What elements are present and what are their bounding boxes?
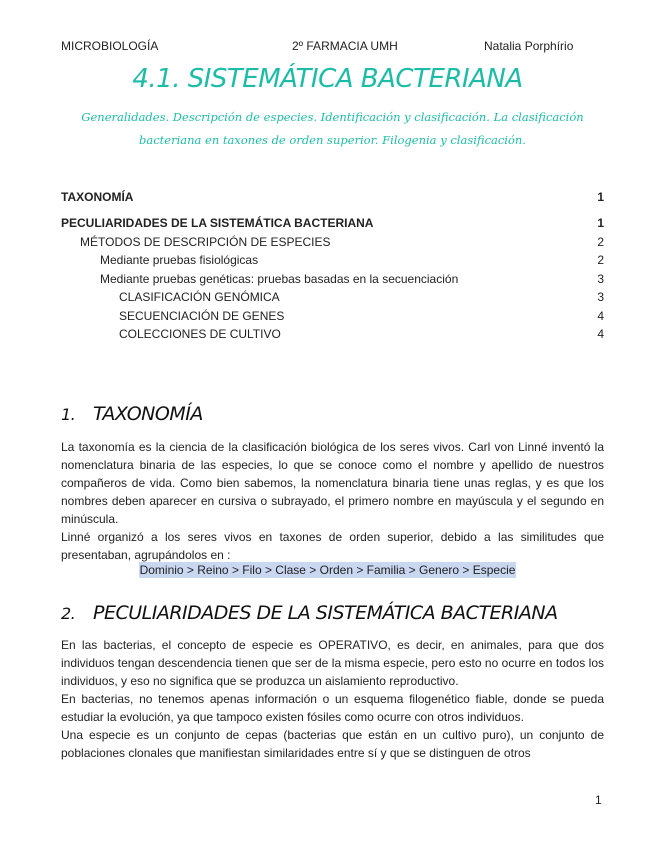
toc-entry-page: 3 xyxy=(597,272,604,286)
toc-entry-page: 4 xyxy=(597,327,604,341)
paragraph: En bacterias, no tenemos apenas información o un esquema filogenético fiable, donde se pueda estudiar la evolución, ya que tampoco existen fósiles como ocurre con otros individuos. xyxy=(61,692,604,724)
paragraph: Linné organizó a los seres vivos en taxones de orden superior, debido a las similitudes que presentaban, agrupándolos en : xyxy=(61,530,604,562)
section-body-taxonomia xyxy=(61,438,604,564)
toc-entry-label: CLASIFICACIÓN GENÓMICA xyxy=(119,290,280,304)
section-number: 1. xyxy=(61,405,76,424)
section-title: TAXONOMÍA xyxy=(93,403,203,425)
toc-entry-label: SECUENCIACIÓN DE GENES xyxy=(119,309,285,323)
section-number: 2. xyxy=(61,604,76,623)
page-number: 1 xyxy=(595,793,602,807)
toc-entry-label: COLECCIONES DE CULTIVO xyxy=(119,327,281,341)
toc-entry[interactable] xyxy=(61,233,604,251)
paragraph: Una especie es un conjunto de cepas (bacterias que están en un cultivo puro), un conjunto de poblaciones clonales que manifiestan similaridades entre sí y que se distinguen de otros xyxy=(61,728,604,760)
toc-entry-label: MÉTODOS DE DESCRIPCIÓN DE ESPECIES xyxy=(80,235,331,249)
highlighted-text: Dominio > Reino > Filo > Clase > Orden > Familia > Genero > Especie xyxy=(139,563,516,577)
header-course: 2º FARMACIA UMH xyxy=(292,39,398,53)
paragraph: En las bacterias, el concepto de especie es OPERATIVO, es decir, en animales, para que dos individuos tengan descendencia tienen que ser de la misma especie, pero esto no ocurre en todos los individuos, y eso no significa que se produzca un aislamiento reproductivo. xyxy=(61,638,604,688)
section-title: PECULIARIDADES DE LA SISTEMÁTICA BACTERIANA xyxy=(93,602,558,624)
toc-entry-page: 2 xyxy=(597,253,604,267)
section-heading-taxonomia xyxy=(61,403,203,425)
toc-entry[interactable] xyxy=(61,325,604,343)
toc-entry[interactable] xyxy=(61,288,604,306)
document-title: 4.1. SISTEMÁTICA BACTERIANA xyxy=(132,64,523,94)
section-body-peculiaridades xyxy=(61,636,604,762)
toc-entry[interactable] xyxy=(61,214,604,232)
toc-entry-label: Mediante pruebas genéticas: pruebas basadas en la secuenciación xyxy=(100,272,459,286)
section-heading-peculiaridades xyxy=(61,602,558,624)
toc-entry[interactable] xyxy=(61,188,604,206)
toc-entry[interactable] xyxy=(61,307,604,325)
toc-entry-page: 4 xyxy=(597,309,604,323)
toc-entry-label: Mediante pruebas fisiológicas xyxy=(100,253,259,267)
toc-entry-page: 1 xyxy=(597,190,604,204)
paragraph: La taxonomía es la ciencia de la clasificación biológica de los seres vivos. Carl von Linné inventó la nomenclatura binaria de las especies, lo que se conoce como el nombre y apellido de nuestros compañeros de vida. Como bien sabemos, la nomenclatura binaria tiene unas reglas, y es que los nombres deben aparecer en cursiva o subrayado, el primero nombre en mayúscula y el segundo en minúscula. xyxy=(61,440,604,526)
taxonomy-hierarchy xyxy=(0,561,655,579)
toc-entry-page: 2 xyxy=(597,235,604,249)
toc-entry[interactable] xyxy=(61,270,604,288)
header-subject: MICROBIOLOGÍA xyxy=(61,39,159,53)
header-author: Natalia Porphírio xyxy=(484,39,574,53)
toc-entry-page: 1 xyxy=(597,216,604,230)
toc-entry-page: 3 xyxy=(597,290,604,304)
toc-entry-label: PECULIARIDADES DE LA SISTEMÁTICA BACTERIANA xyxy=(61,216,374,230)
toc-entry[interactable] xyxy=(61,251,604,269)
toc-entry-label: TAXONOMÍA xyxy=(61,190,134,204)
document-subtitle: Generalidades. Descripción de especies. Identificación y clasificación. La clasificación bacteriana en taxones de orden superior. Filogenia y clasificación. xyxy=(81,110,584,147)
